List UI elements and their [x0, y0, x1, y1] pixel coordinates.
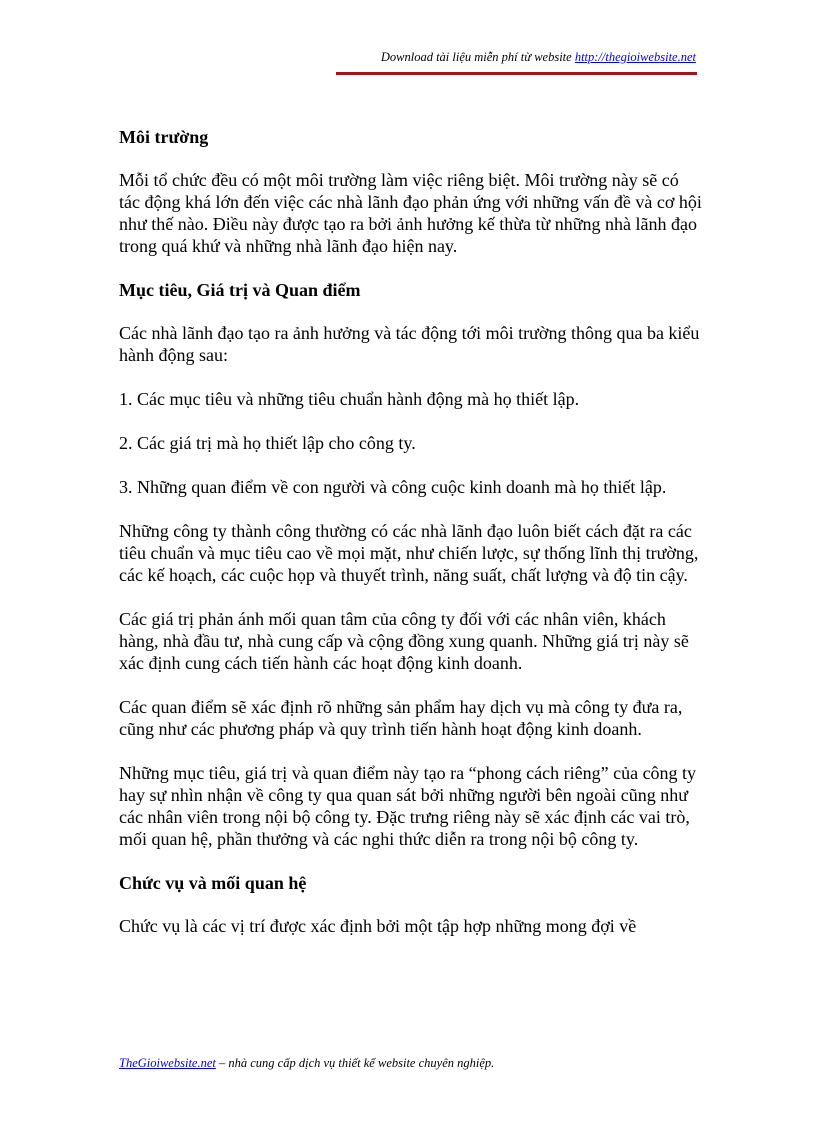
header-text: Download tài liệu miễn phí từ website [380, 50, 575, 64]
paragraph: Những mục tiêu, giá trị và quan điểm này tạo ra “phong cách riêng” của công ty hay sự nhìn nhận về công ty qua quan sát bởi những người bên ngoài cũng như các nhân viên trong nội bộ công ty. Đặc trưng riêng này sẽ xác định các vai trò, mối quan hệ, phần thưởng và các nghi thức diễn ra trong nội bộ công ty. [119, 763, 697, 849]
document-body [119, 126, 704, 959]
paragraph: Mỗi tổ chức đều có một môi trường làm việc riêng biệt. Môi trường này sẽ có tác động khá lớn đến việc các nhà lãnh đạo phản ứng với những vấn đề và cơ hội như thế nào. Điều này được tạo ra bởi ảnh hưởng kế thừa từ những nhà lãnh đạo trong quá khứ và những nhà lãnh đạo hiện nay. [119, 170, 702, 256]
paragraph: Các giá trị phản ánh mối quan tâm của công ty đối với các nhân viên, khách hàng, nhà đầu tư, nhà cung cấp và cộng đồng xung quanh. Những giá trị này sẽ xác định cung cách tiến hành các hoạt động kinh doanh. [119, 609, 689, 673]
header-divider [336, 72, 697, 75]
paragraph: Những công ty thành công thường có các nhà lãnh đạo luôn biết cách đặt ra các tiêu chuẩn và mục tiêu cao về mọi mặt, như chiến lược, sự thống lĩnh thị trường, các kế hoạch, các cuộc họp và thuyết trình, năng suất, chất lượng và độ tin cậy. [119, 521, 699, 585]
paragraph: Các nhà lãnh đạo tạo ra ảnh hưởng và tác động tới môi trường thông qua ba kiểu hành động sau: [119, 323, 700, 365]
paragraph: Chức vụ là các vị trí được xác định bởi một tập hợp những mong đợi về [119, 916, 637, 936]
section-heading-goals-values: Mục tiêu, Giá trị và Quan điểm [119, 280, 361, 300]
footer-text: – nhà cung cấp dịch vụ thiết kế website chuyên nghiệp. [215, 1056, 495, 1070]
list-item: 1. Các mục tiêu và những tiêu chuẩn hành động mà họ thiết lập. [119, 389, 580, 409]
footer-website-link[interactable]: TheGioiwebsite.net [119, 1056, 216, 1070]
list-item: 2. Các giá trị mà họ thiết lập cho công ty. [119, 433, 416, 453]
list-item: 3. Những quan điểm về con người và công cuộc kinh doanh mà họ thiết lập. [119, 477, 667, 497]
page-footer [119, 1056, 494, 1071]
section-heading-environment: Môi trường [119, 127, 209, 147]
header-website-link[interactable]: http://thegioiwebsite.net [574, 50, 696, 64]
paragraph: Các quan điểm sẽ xác định rõ những sản phẩm hay dịch vụ mà công ty đưa ra, cũng như các phương pháp và quy trình tiến hành hoạt động kinh doanh. [119, 697, 683, 739]
section-heading-roles-relations: Chức vụ và mối quan hệ [119, 873, 307, 893]
page-header [336, 50, 696, 65]
